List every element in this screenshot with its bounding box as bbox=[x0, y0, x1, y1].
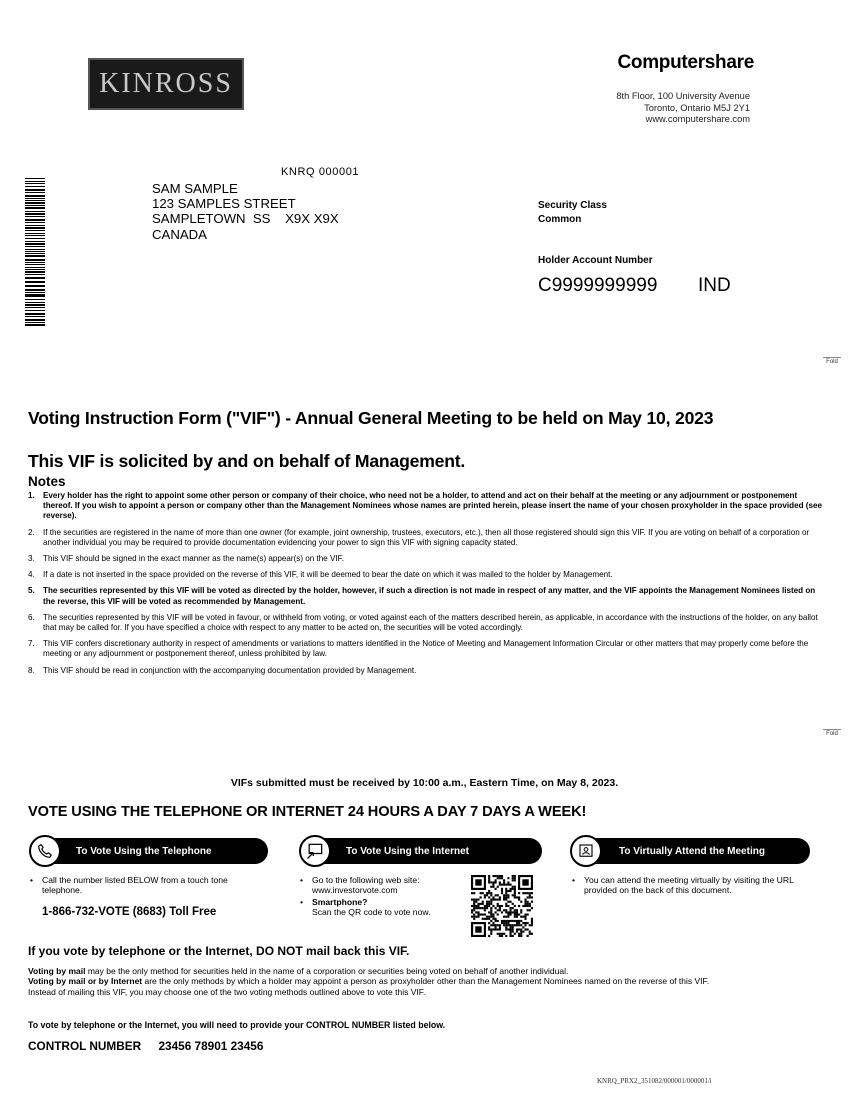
note-item bbox=[28, 666, 828, 676]
note-number: 2. bbox=[28, 527, 35, 537]
note-text: If a date is not inserted in the space provided on the reverse of this VIF, it will be deemed to bear the date on which it was mailed to the holder by Management. bbox=[43, 570, 613, 580]
barcode-bar bbox=[25, 189, 45, 191]
security-class-label: Security Class bbox=[538, 200, 607, 211]
barcode-bar bbox=[25, 222, 45, 223]
barcode-bar bbox=[25, 200, 45, 202]
note-text: The securities represented by this VIF will be voted in favour, or withheld from voting, or voted against each of the matters described herein, as applicable, in accordance with the instructions of the holder, on any ballot that may be called for. If you have specified a choice with respect to any matter to be acted on, the securities will be voted accordingly. bbox=[43, 612, 818, 633]
barcode-bar bbox=[25, 289, 45, 291]
virtual-bullet: You can attend the meeting virtually by visiting the URL provided on the back of this document. bbox=[584, 875, 794, 895]
note-number: 7. bbox=[28, 639, 35, 649]
internet-title: To Vote Using the Internet bbox=[346, 845, 469, 857]
barcode-bar bbox=[25, 216, 45, 217]
barcode-bar bbox=[25, 295, 45, 297]
barcode-bar bbox=[25, 267, 45, 268]
note-item bbox=[28, 554, 828, 564]
barcode-bar bbox=[25, 235, 45, 236]
investorvote-link[interactable]: www.investorvote.com bbox=[312, 885, 398, 895]
note-item bbox=[28, 639, 828, 659]
barcode-bar bbox=[25, 233, 45, 234]
virtual-instructions bbox=[572, 875, 807, 895]
barcode-bar bbox=[25, 324, 45, 326]
barcode-bar bbox=[25, 230, 45, 231]
barcode-bar bbox=[25, 310, 45, 311]
control-number bbox=[28, 1039, 263, 1053]
virtual-pill bbox=[585, 838, 810, 864]
barcode-bar bbox=[25, 192, 45, 193]
fold-mark: Fold bbox=[823, 357, 841, 365]
note-number: 4. bbox=[28, 570, 35, 580]
bullet-item: • Smartphone? Scan the QR code to vote now. bbox=[300, 897, 431, 917]
bullet-item: • Call the number listed BELOW from a touch tone telephone. bbox=[30, 875, 270, 895]
barcode-bar bbox=[25, 253, 45, 254]
mailing-code: KNRQ 000001 bbox=[281, 166, 360, 178]
barcode-bar bbox=[25, 219, 45, 221]
barcode-bar bbox=[25, 246, 45, 248]
barcode-bar bbox=[25, 181, 45, 182]
note-text: If the securities are registered in the name of more than one owner (for example, joint ownership, trustees, executors, etc.), then all those registered should sign this VIF. If you are voting on behalf of a corporation or another individual you may be required to provide documentation evidencing your power to sign this VIF with signing capacity stated. bbox=[43, 527, 810, 547]
note-item bbox=[28, 586, 828, 606]
agent-address-line: www.computershare.com bbox=[645, 114, 750, 124]
holder-account-label: Holder Account Number bbox=[538, 255, 653, 266]
control-number-value: 23456 78901 23456 bbox=[158, 1039, 264, 1053]
barcode-bar bbox=[25, 195, 45, 197]
note-text: This VIF should be signed in the exact manner as the name(s) appear(s) on the VIF. bbox=[43, 554, 344, 564]
barcode-bar bbox=[25, 281, 45, 283]
computershare-logo: Computershare bbox=[617, 52, 754, 73]
barcode-bar bbox=[25, 307, 45, 308]
barcode-bar bbox=[25, 238, 45, 239]
barcode-bar bbox=[25, 274, 45, 275]
barcode-bar bbox=[25, 178, 45, 179]
barcode-bar bbox=[25, 271, 45, 273]
note-number: 3. bbox=[28, 554, 35, 564]
barcode-bar bbox=[25, 241, 45, 242]
note-text: This VIF should be read in conjunction with the accompanying documentation provided by Management. bbox=[43, 665, 417, 675]
mail-note-text: Instead of mailing this VIF, you may choose one of the two voting methods outlined above to vote this VIF. bbox=[28, 986, 426, 997]
note-number: 8. bbox=[28, 665, 35, 675]
barcode-bar bbox=[25, 205, 45, 206]
kinross-logo bbox=[88, 58, 244, 110]
barcode-bar bbox=[25, 213, 45, 215]
kinross-logo-text: KINROSS bbox=[99, 68, 233, 99]
control-number-label: CONTROL NUMBER bbox=[28, 1039, 142, 1053]
telephone-pill bbox=[44, 838, 268, 864]
address-line: SAM SAMPLE bbox=[152, 181, 238, 196]
barcode-bar bbox=[25, 264, 45, 265]
barcode-bar bbox=[25, 251, 45, 252]
barcode-bar bbox=[25, 322, 45, 323]
barcode-bar bbox=[25, 186, 45, 187]
note-number: 1. bbox=[28, 491, 35, 500]
barcode-bar bbox=[25, 211, 45, 212]
no-mail-warning: If you vote by telephone or the Internet, DO NOT mail back this VIF. bbox=[28, 944, 410, 958]
address-line: SAMPLETOWN SS X9X X9X bbox=[152, 211, 339, 227]
mail-note-text: may be the only method for securities held in the name of a corporation or securities being voted on behalf of another individual. bbox=[85, 966, 569, 976]
smartphone-text: Scan the QR code to vote now. bbox=[312, 907, 431, 917]
barcode-bar bbox=[25, 277, 45, 279]
barcode-bar bbox=[25, 225, 45, 226]
toll-free-number[interactable]: 1-866-732-VOTE (8683) Toll Free bbox=[42, 906, 217, 918]
virtual-title: To Virtually Attend the Meeting bbox=[619, 845, 765, 857]
postal-barcode bbox=[25, 178, 45, 328]
control-number-note: To vote by telephone or the Internet, you will need to provide your CONTROL NUMBER listed below. bbox=[28, 1020, 446, 1030]
security-class-value: Common bbox=[538, 214, 582, 225]
notes-heading: Notes bbox=[28, 474, 66, 489]
barcode-bar bbox=[25, 183, 45, 184]
bullet-item: • Go to the following web site: www.investorvote.com bbox=[300, 875, 420, 895]
internet-instructions bbox=[300, 875, 468, 917]
barcode-bar bbox=[25, 259, 45, 261]
address-line: CANADA bbox=[152, 226, 207, 242]
barcode-bar bbox=[25, 202, 45, 204]
holder-account-number: C9999999999 bbox=[538, 275, 658, 296]
note-text: Every holder has the right to appoint some other person or company of their choice, who need not be a holder, to attend and act on their behalf at the meeting or any adjournment or postponement thereof. If you wish to appoint a person or company other than the Management Nominees whose names are printed herein, please insert the name of your chosen proxyholder in the space provided (see reverse). bbox=[43, 491, 822, 521]
virtual-meeting-icon bbox=[570, 835, 602, 867]
barcode-bar bbox=[25, 255, 45, 257]
agent-address-line: Toronto, Ontario M5J 2Y1 bbox=[644, 102, 750, 113]
qr-code-icon[interactable] bbox=[471, 875, 533, 937]
telephone-bullet: Call the number listed BELOW from a touch tone telephone. bbox=[42, 875, 228, 895]
telephone-title: To Vote Using the Telephone bbox=[76, 845, 212, 857]
barcode-bar bbox=[25, 243, 45, 245]
mail-note-lead: Voting by mail bbox=[28, 966, 86, 976]
fold-mark: Fold bbox=[823, 729, 841, 737]
barcode-bar bbox=[25, 302, 45, 303]
barcode-bar bbox=[25, 299, 45, 300]
address-line: 123 SAMPLES STREET bbox=[152, 196, 296, 212]
barcode-bar bbox=[25, 319, 45, 321]
note-item bbox=[28, 570, 828, 580]
smartphone-label: Smartphone? bbox=[312, 897, 368, 907]
security-class bbox=[538, 199, 607, 227]
barcode-bar bbox=[25, 316, 45, 317]
deadline-notice: VIFs submitted must be received by 10:00 a.m., Eastern Time, on May 8, 2023. bbox=[230, 777, 619, 789]
vote-methods-heading: VOTE USING THE TELEPHONE OR INTERNET 24 HOURS A DAY 7 DAYS A WEEK! bbox=[28, 804, 587, 820]
phone-icon bbox=[29, 835, 61, 867]
mail-notes bbox=[28, 966, 828, 997]
barcode-bar bbox=[25, 198, 45, 199]
telephone-instructions bbox=[30, 875, 270, 895]
internet-bullet-text: Go to the following web site: bbox=[312, 875, 420, 885]
solicitation-heading: This VIF is solicited by and on behalf of Management. bbox=[28, 451, 466, 471]
note-number: 6. bbox=[28, 612, 35, 622]
barcode-bar bbox=[25, 304, 45, 306]
notes-list bbox=[28, 491, 828, 682]
mail-note-lead: Voting by mail or by Internet bbox=[28, 976, 143, 987]
note-item bbox=[28, 528, 828, 548]
note-item bbox=[28, 491, 828, 522]
computer-cursor-icon bbox=[299, 835, 331, 867]
mail-note-line bbox=[28, 976, 828, 986]
barcode-bar bbox=[25, 262, 45, 263]
barcode-bar bbox=[25, 227, 45, 229]
internet-pill bbox=[314, 838, 542, 864]
page-title: Voting Instruction Form ("VIF") - Annual General Meeting to be held on May 10, 2023 bbox=[28, 408, 714, 428]
bullet-item: • You can attend the meeting virtually by visiting the URL provided on the back of this document. bbox=[572, 875, 807, 895]
note-item bbox=[28, 613, 828, 633]
barcode-bar bbox=[25, 249, 45, 250]
holder-type: IND bbox=[698, 275, 731, 296]
mail-note-text: are the only methods by which a holder may appoint a person as proxyholder other than the Management Nominees named on the reverse of this VIF. bbox=[142, 976, 710, 987]
barcode-bar bbox=[25, 285, 45, 287]
barcode-bar bbox=[25, 207, 45, 209]
mail-note-line bbox=[28, 987, 828, 997]
footer-code: KNRQ_PRX2_351082/000001/000001/i bbox=[597, 1077, 712, 1085]
mail-note-line bbox=[28, 966, 828, 976]
barcode-bar bbox=[25, 313, 45, 315]
note-number: 5. bbox=[28, 586, 35, 596]
agent-address-line: 8th Floor, 100 University Avenue bbox=[616, 91, 750, 101]
addressee-block bbox=[152, 181, 339, 242]
barcode-bar bbox=[25, 269, 45, 270]
barcode-bar bbox=[25, 294, 45, 295]
barcode-bar bbox=[25, 292, 45, 293]
note-text: The securities represented by this VIF will be voted as directed by the holder, however, if such a direction is not made in respect of any matter, and the VIF appoints the Management Nominees listed on the reverse, this VIF will be voted as recommended by Management. bbox=[43, 586, 816, 606]
agent-address bbox=[560, 91, 750, 126]
note-text: This VIF confers discretionary authority in respect of amendments or variations to matters identified in the Notice of Meeting and Management Information Circular or other matters that may properly come before the meeting or any adjournment or postponement thereof, unless prohibited by law. bbox=[43, 639, 809, 659]
